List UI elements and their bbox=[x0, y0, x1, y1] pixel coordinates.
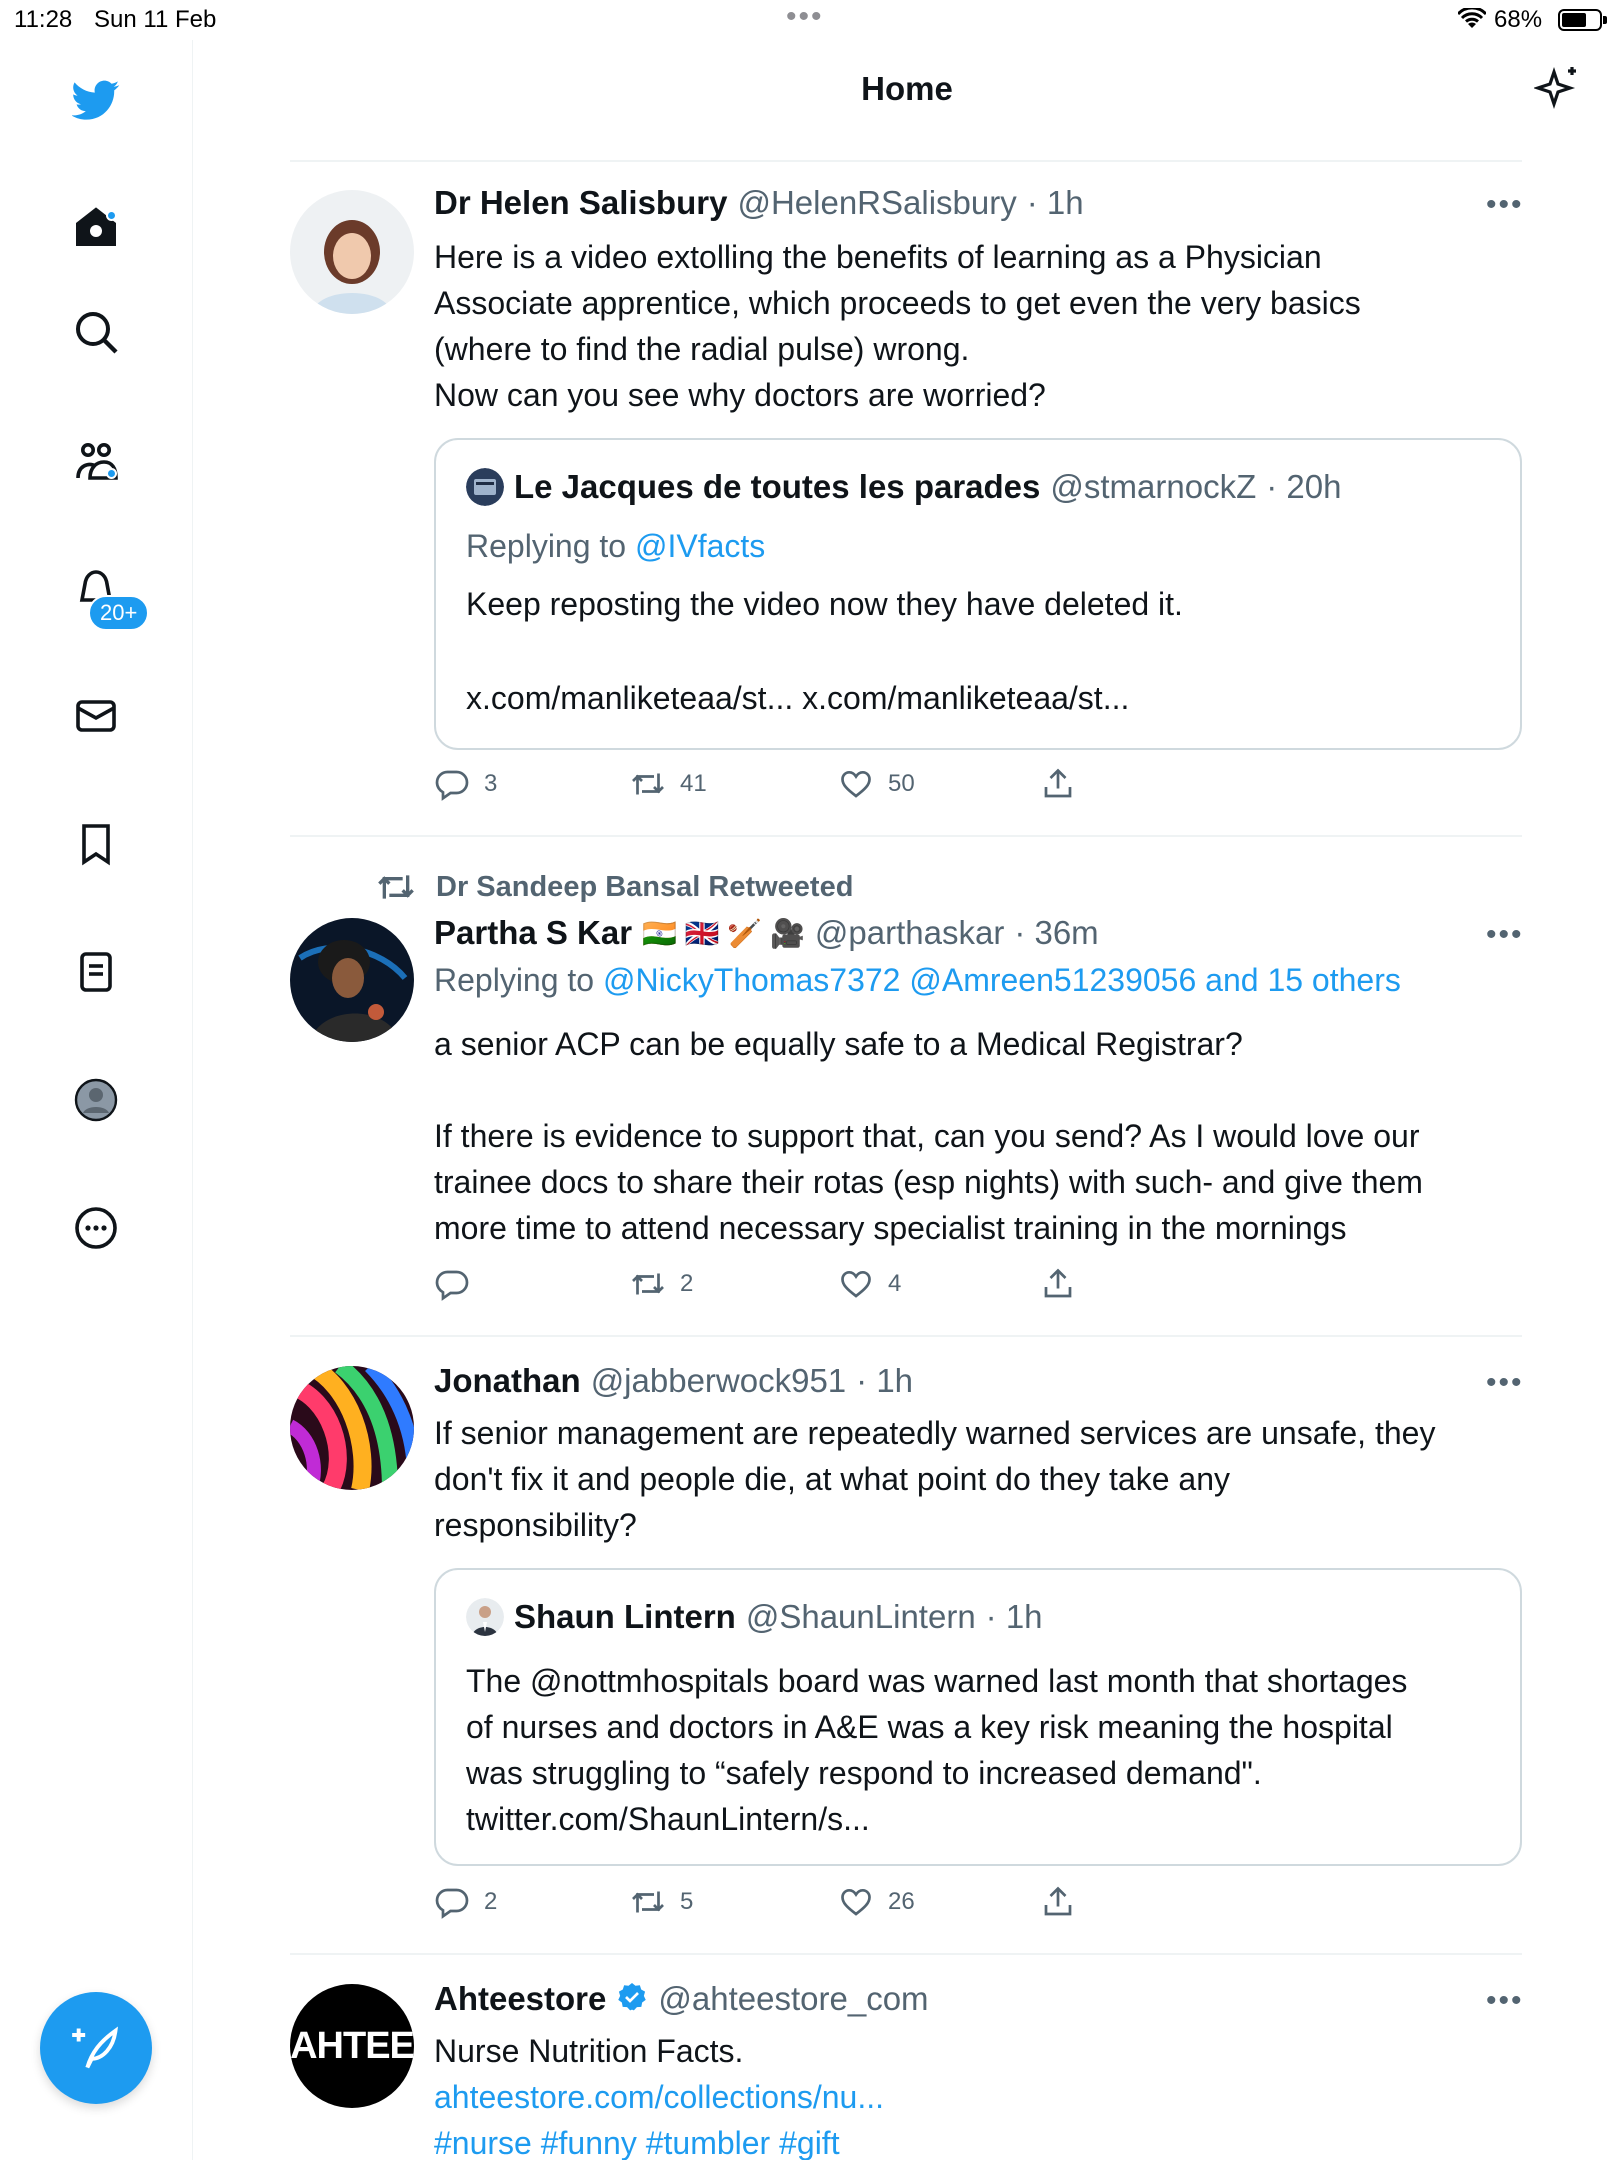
status-date: Sun 11 Feb bbox=[94, 6, 217, 33]
tweet-text-line: Here is a video extolling the benefits of learning as a Physician bbox=[434, 239, 1322, 275]
header bbox=[194, 40, 1620, 140]
like-count: 4 bbox=[888, 1270, 902, 1297]
more-options-icon[interactable]: ••• bbox=[1486, 1984, 1524, 2017]
quoted-tweet-line: twitter.com/ShaunLintern/s... bbox=[466, 1801, 870, 1837]
author-handle[interactable]: @jabberwock951 bbox=[590, 1362, 847, 1399]
quoted-tweet-text: Keep reposting the video now they have deleted it. bbox=[466, 586, 1183, 622]
quoted-author-handle: @ShaunLintern bbox=[745, 1598, 976, 1635]
sparkle-icon[interactable] bbox=[1534, 64, 1582, 117]
share-button[interactable] bbox=[1040, 1266, 1076, 1302]
replying-to-prefix: Replying to bbox=[466, 528, 627, 564]
author-name[interactable]: Dr Helen Salisbury bbox=[434, 184, 728, 221]
reply-button[interactable] bbox=[434, 1266, 484, 1302]
tweet-actions bbox=[434, 1884, 1514, 1928]
quoted-tweet[interactable] bbox=[434, 438, 1522, 750]
quoted-tweet-time: · 20h bbox=[1266, 468, 1342, 505]
replying-to bbox=[466, 528, 765, 565]
like-button[interactable] bbox=[838, 1884, 915, 1920]
retweet-count: 41 bbox=[680, 770, 707, 797]
author-name[interactable]: Ahteestore bbox=[434, 1980, 607, 2017]
author-handle[interactable]: @HelenRSalisbury bbox=[737, 184, 1017, 221]
multitasking-dots[interactable]: ••• bbox=[786, 0, 824, 33]
more-options-icon[interactable]: ••• bbox=[1486, 1366, 1524, 1399]
avatar[interactable] bbox=[290, 1366, 414, 1490]
tweet-time: · 36m bbox=[1014, 914, 1099, 951]
heart-icon bbox=[838, 1884, 874, 1920]
reply-icon bbox=[434, 1884, 470, 1920]
sidebar bbox=[0, 40, 193, 2160]
tweet-text bbox=[434, 234, 1514, 418]
more-options-icon[interactable]: ••• bbox=[1486, 918, 1524, 951]
retweet-icon bbox=[630, 766, 666, 802]
home-unread-dot bbox=[106, 210, 117, 221]
tweet-text-line: Nurse Nutrition Facts. bbox=[434, 2033, 744, 2069]
feed-divider bbox=[290, 1953, 1522, 1955]
bookmarks-icon[interactable] bbox=[56, 804, 136, 884]
status-bar bbox=[0, 0, 1620, 40]
share-icon bbox=[1040, 766, 1076, 802]
tweet-text-line: (where to find the radial pulse) wrong. bbox=[434, 331, 970, 367]
avatar[interactable] bbox=[290, 918, 414, 1042]
tweet-text-line: more time to attend necessary specialist training in the mornings bbox=[434, 1210, 1347, 1246]
quoted-author-name: Shaun Lintern bbox=[514, 1598, 736, 1635]
author-name-emojis: 🇮🇳 🇬🇧 🏏 🎥 bbox=[642, 917, 805, 949]
feed-divider bbox=[290, 160, 1522, 162]
heart-icon bbox=[838, 766, 874, 802]
notifications-badge: 20+ bbox=[88, 595, 149, 631]
author-handle[interactable]: @parthaskar bbox=[814, 914, 1005, 951]
tweet-link[interactable]: ahteestore.com/collections/nu... bbox=[434, 2079, 885, 2115]
messages-icon[interactable] bbox=[56, 676, 136, 756]
tweet-text bbox=[434, 1410, 1514, 1548]
compose-tweet-button[interactable] bbox=[40, 1992, 152, 2104]
tweet-text-blank-line bbox=[434, 1067, 1514, 1113]
quoted-tweet-time: · 1h bbox=[985, 1598, 1043, 1635]
quoted-avatar bbox=[466, 1598, 504, 1636]
profile-icon[interactable] bbox=[56, 1060, 136, 1140]
retweet-button[interactable] bbox=[630, 766, 707, 802]
quoted-tweet-line: of nurses and doctors in A&E was a key risk meaning the hospital bbox=[466, 1709, 1393, 1745]
search-icon[interactable] bbox=[56, 292, 136, 372]
battery-percentage: 68% bbox=[1494, 6, 1543, 33]
quoted-tweet-links: x.com/manliketeaa/st... x.com/manliketeaa/st... bbox=[466, 680, 1130, 716]
more-options-icon[interactable]: ••• bbox=[1486, 188, 1524, 221]
lists-icon[interactable] bbox=[56, 932, 136, 1012]
reply-icon bbox=[434, 766, 470, 802]
tweet-text-line: Now can you see why doctors are worried? bbox=[434, 377, 1046, 413]
share-icon bbox=[1040, 1884, 1076, 1920]
more-icon[interactable] bbox=[56, 1188, 136, 1268]
tweet-text-line: If senior management are repeatedly warned services are unsafe, they bbox=[434, 1415, 1436, 1451]
quoted-tweet-header bbox=[466, 468, 1341, 506]
heart-icon bbox=[838, 1266, 874, 1302]
retweet-button[interactable] bbox=[630, 1884, 693, 1920]
battery-icon bbox=[1558, 9, 1602, 31]
author-handle[interactable]: @ahteestore_com bbox=[658, 1980, 929, 2017]
replying-to-prefix: Replying to bbox=[434, 962, 595, 998]
like-count: 26 bbox=[888, 1888, 915, 1915]
twitter-logo-icon[interactable] bbox=[56, 60, 136, 140]
share-button[interactable] bbox=[1040, 1884, 1076, 1920]
quoted-tweet-line: The @nottmhospitals board was warned last month that shortages bbox=[466, 1663, 1408, 1699]
tweet-actions bbox=[434, 766, 1514, 810]
tweet-text-line: a senior ACP can be equally safe to a Medical Registrar? bbox=[434, 1026, 1243, 1062]
quoted-tweet-line: was struggling to “safely respond to increased demand". bbox=[466, 1755, 1262, 1791]
tweet-hashtags[interactable]: #nurse #funny #tumbler #gift bbox=[434, 2125, 840, 2160]
quoted-author-name: Le Jacques de toutes les parades bbox=[514, 468, 1041, 505]
feed-divider bbox=[290, 1335, 1522, 1337]
quoted-author-handle: @stmarnockZ bbox=[1050, 468, 1257, 505]
reply-button[interactable] bbox=[434, 766, 497, 802]
tweet-time: · 1h bbox=[856, 1362, 914, 1399]
verified-badge-icon bbox=[616, 1981, 648, 2018]
quoted-avatar bbox=[466, 468, 504, 506]
replying-to-link[interactable]: @NickyThomas7372 @Amreen51239056 and 15 others bbox=[602, 962, 1401, 998]
share-icon bbox=[1040, 1266, 1076, 1302]
author-name[interactable]: Partha S Kar bbox=[434, 914, 633, 951]
retweet-count: 5 bbox=[680, 1888, 694, 1915]
reply-icon bbox=[434, 1266, 470, 1302]
reply-count: 3 bbox=[484, 770, 498, 797]
communities-icon[interactable] bbox=[56, 420, 136, 500]
tweet-header bbox=[434, 184, 1084, 222]
tweet-header bbox=[434, 914, 1099, 952]
home-icon[interactable] bbox=[56, 188, 136, 268]
tweet-header bbox=[434, 1362, 913, 1400]
tweet-text-line: If there is evidence to support that, can you send? As I would love our bbox=[434, 1118, 1420, 1154]
communities-unread-dot bbox=[106, 468, 117, 479]
like-button[interactable] bbox=[838, 766, 915, 802]
retweet-icon bbox=[376, 867, 416, 907]
retweet-icon bbox=[630, 1266, 666, 1302]
tweet-text-line: don't fix it and people die, at what point do they take any bbox=[434, 1461, 1230, 1497]
retweet-button[interactable] bbox=[630, 1266, 693, 1302]
retweet-count: 2 bbox=[680, 1270, 694, 1297]
quoted-tweet-text bbox=[466, 1658, 1407, 1842]
quoted-tweet[interactable] bbox=[434, 1568, 1522, 1866]
retweeted-by bbox=[376, 867, 853, 907]
tweet-text-line: Associate apprentice, which proceeds to get even the very basics bbox=[434, 285, 1361, 321]
avatar-logo-text: AHTEE bbox=[290, 2024, 414, 2067]
like-button[interactable] bbox=[838, 1266, 901, 1302]
tweet-header bbox=[434, 1980, 929, 2018]
wifi-icon bbox=[1458, 8, 1486, 37]
quoted-tweet-header bbox=[466, 1598, 1043, 1636]
reply-count: 2 bbox=[484, 1888, 498, 1915]
feed-divider bbox=[290, 835, 1522, 837]
reply-button[interactable] bbox=[434, 1884, 497, 1920]
share-button[interactable] bbox=[1040, 766, 1076, 802]
author-name[interactable]: Jonathan bbox=[434, 1362, 581, 1399]
replying-to-link[interactable]: @IVfacts bbox=[634, 528, 766, 564]
tweet-text-line: trainee docs to share their rotas (esp nights) with such- and give them bbox=[434, 1164, 1423, 1200]
page-title: Home bbox=[861, 70, 953, 107]
retweet-icon bbox=[630, 1884, 666, 1920]
replying-to bbox=[434, 962, 1401, 999]
tweet-text-line: responsibility? bbox=[434, 1507, 637, 1543]
tweet-text bbox=[434, 2028, 1514, 2160]
avatar[interactable] bbox=[290, 1984, 414, 2108]
like-count: 50 bbox=[888, 770, 915, 797]
tweet-time: · 1h bbox=[1026, 184, 1084, 221]
tweet-text bbox=[434, 1021, 1514, 1251]
retweeted-by-label[interactable]: Dr Sandeep Bansal Retweeted bbox=[436, 870, 854, 903]
avatar[interactable] bbox=[290, 190, 414, 314]
status-time: 11:28 bbox=[14, 6, 73, 33]
tweet-actions bbox=[434, 1266, 1514, 1310]
